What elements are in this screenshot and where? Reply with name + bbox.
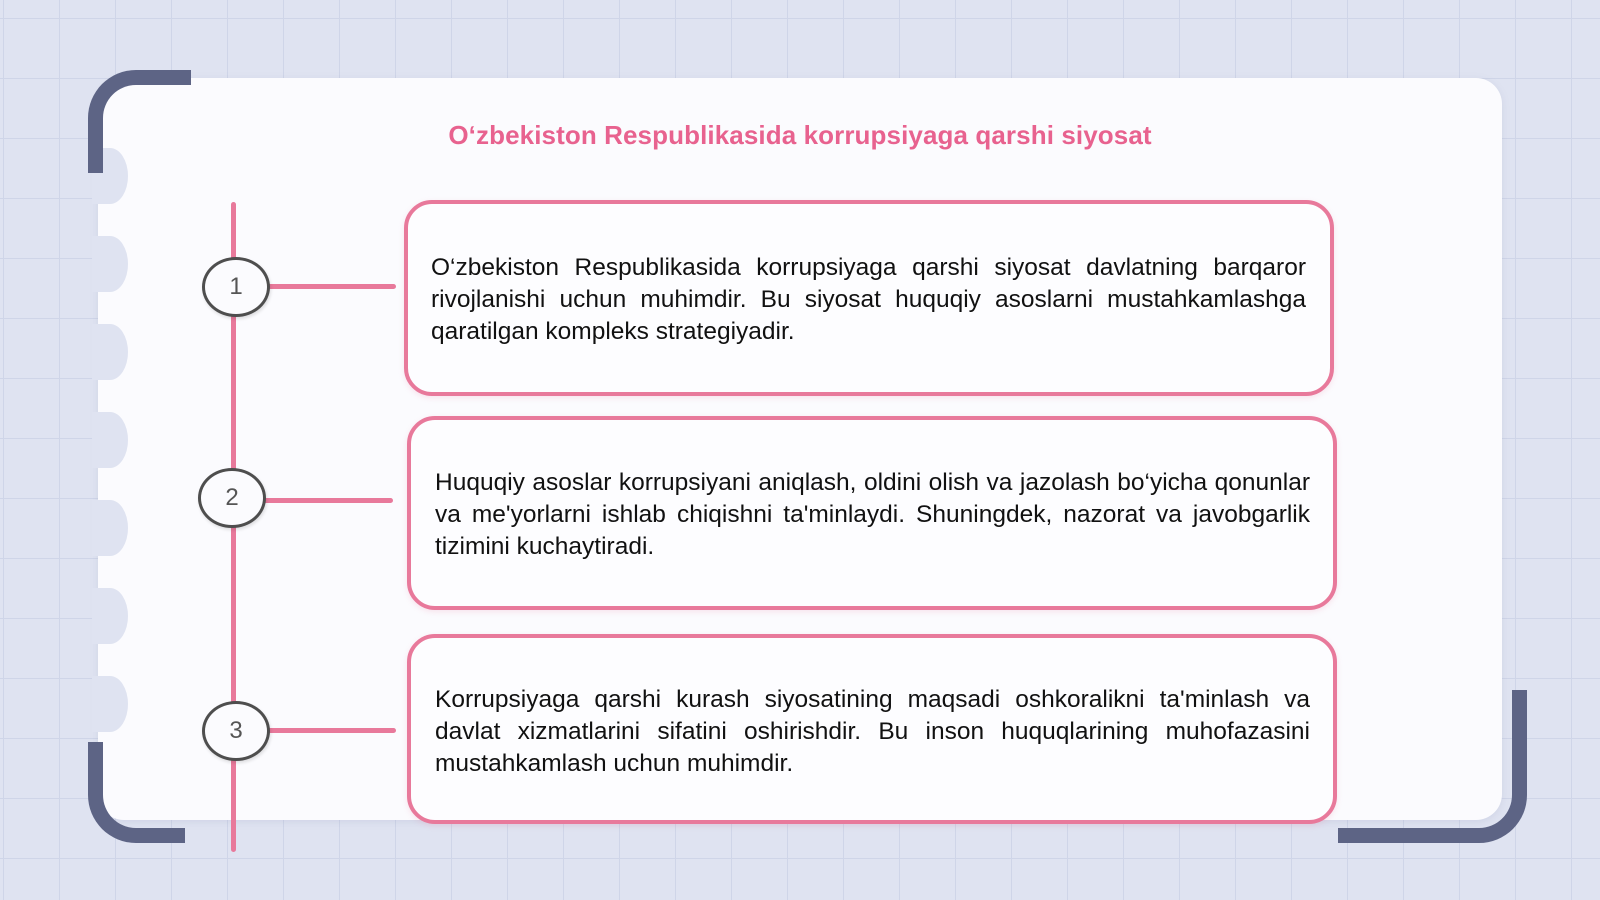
paper-notch [92,236,128,292]
step-number-3: 3 [202,701,270,761]
step-connector [266,728,396,733]
corner-bracket-bottom-right [1338,690,1527,843]
step-connector [263,498,393,503]
paper-notch [92,412,128,468]
paper-notch [92,588,128,644]
step-3-text: Korrupsiyaga qarshi kurash siyosatining maqsadi oshkoralikni ta'minlash va davlat xizmatlarini sifatini oshirishdir. Bu inson huquqlarining muhofazasini mustahkamlash uchun muhimdir. [435,686,1310,777]
step-2-text: Huquqiy asoslar korrupsiyani aniqlash, oldini olish va jazolash bo‘yicha qonunlar va me'yorlarni ishlab chiqishni ta'minlaydi. Shuningdek, nazorat va javobgarlik tizimini kuchaytiradi. [435,469,1310,560]
paper-notch [92,676,128,732]
step-1-text: O‘zbekiston Respublikasida korrupsiyaga qarshi siyosat davlatning barqaror rivojlanishi uchun muhimdir. Bu siyosat huquqiy asoslarni mustahkamlashga qaratilgan kompleks strategiyadir. [431,254,1306,345]
paper-notch [92,500,128,556]
step-number-1: 1 [202,257,270,317]
step-connector [266,284,396,289]
paper-notch [92,324,128,380]
slide-title: Oʻzbekiston Respublikasida korrupsiyaga qarshi siyosat [448,120,1152,150]
step-number-2: 2 [198,468,266,528]
corner-bracket-bottom-left [88,742,185,843]
